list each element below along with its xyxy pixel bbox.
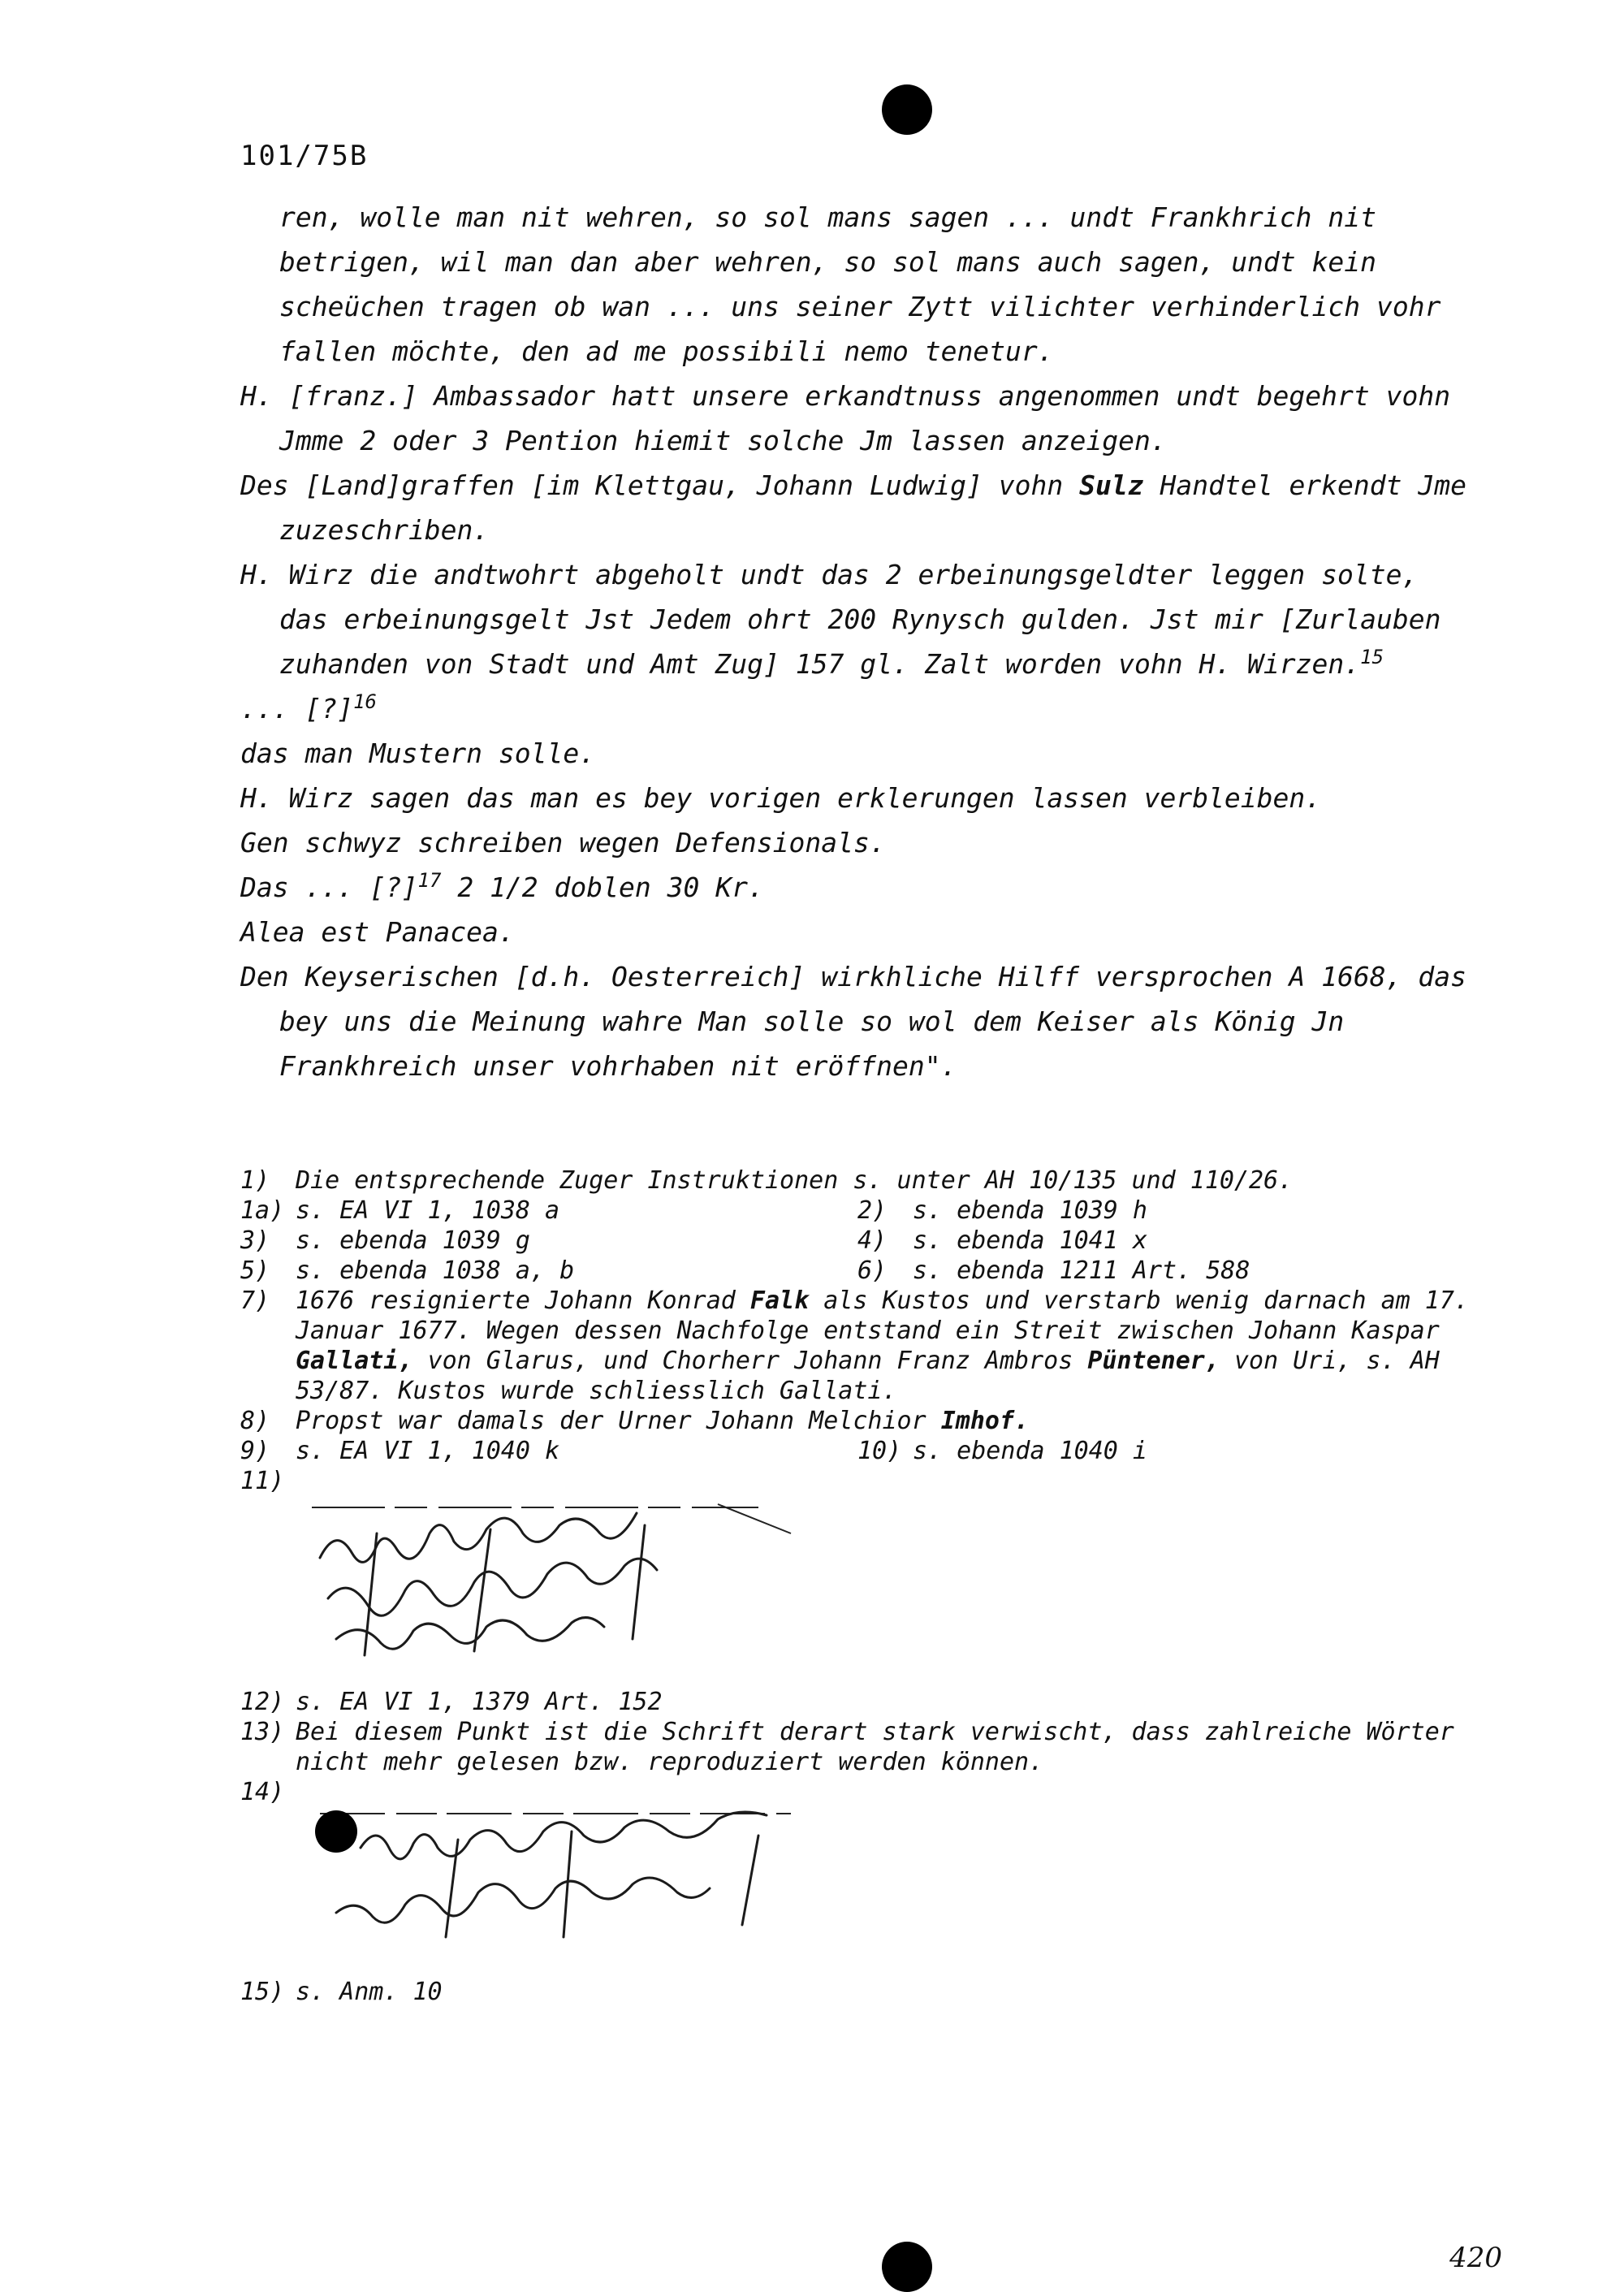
- archive-reference: 101/75B: [240, 140, 369, 172]
- punch-hole-bottom: [882, 2242, 932, 2292]
- footnote-pair: 3) s. ebenda 1039 g 4) s. ebenda 1041 x: [240, 1226, 1147, 1255]
- paragraph: Des [Land]graffen [im Klettgau, Johann Ludwig] vohn Sulz Handtel erkendt Jme zuzeschriben.: [240, 469, 1466, 546]
- footnote-14: 14): [240, 1778, 285, 1806]
- footnote-ref: 15: [1360, 646, 1384, 668]
- punch-hole-top: [882, 84, 932, 135]
- transcription-body: [240, 195, 1475, 1088]
- footnote-7: 7) 1676 resignierte Johann Konrad Falk als Kustos und verstarb wenig darnach am 17. Januar 1677. Wegen dessen Nachfolge entstand ein Streit zwischen Johann Kaspar Gallati, von Glarus, und Chorherr Johann Franz Ambros Püntener, von Uri, s. AH 53/87. Kustos wurde schliesslich Gallati.: [240, 1287, 1469, 1405]
- footnote-11: 11): [240, 1467, 285, 1495]
- footnote-ref: 16: [353, 690, 377, 713]
- paragraph: H. [franz.] Ambassador hatt unsere erkandtnuss angenommen undt begehrt vohn Jmme 2 oder 3 Pention hiemit solche Jm lassen anzeigen.: [240, 380, 1451, 456]
- footnote-13: 13) Bei diesem Punkt ist die Schrift derart stark verwischt, dass zahlreiche Wörter nicht mehr gelesen bzw. reproduziert werden können.: [240, 1718, 1454, 1776]
- footnote-pair: 5) s. ebenda 1038 a, b 6) s. ebenda 1211 Art. 588: [240, 1256, 1250, 1285]
- paragraph: H. Wirz sagen das man es bey vorigen erklerungen lassen verbleiben.: [240, 782, 1322, 814]
- page-number: 420: [1449, 2242, 1502, 2274]
- footnote-pair: 9) s. EA VI 1, 1040 k 10) s. ebenda 1040 i: [240, 1437, 1147, 1465]
- paragraph: Alea est Panacea.: [240, 916, 515, 948]
- paragraph: Das ... [?]$^{17}$ 2 1/2 doblen 30 Kr.: [240, 869, 764, 903]
- handwriting-sample-14: [304, 1807, 888, 1961]
- footnote-15: 15) s. Anm. 10: [240, 1978, 443, 2006]
- bold-name: Sulz: [1079, 469, 1144, 501]
- paragraph: Gen schwyz schreiben wegen Defensionals.: [240, 827, 886, 858]
- handwriting-sample-11: [304, 1501, 807, 1671]
- footnote-1: 1) Die entsprechende Zuger Instruktionen s. unter AH 10/135 und 110/26.: [240, 1166, 1294, 1195]
- footnote-ref: 17: [417, 869, 442, 892]
- footnote-8: 8) Propst war damals der Urner Johann Melchior Imhof.: [240, 1407, 1030, 1435]
- paragraph: das man Mustern solle.: [240, 737, 596, 769]
- footnote-pair: 1a) s. EA VI 1, 1038 a 2) s. ebenda 1039 h: [240, 1196, 1147, 1225]
- paragraph: H. Wirz die andtwohrt abgeholt undt das 2 erbeinungsgeldter leggen solte, das erbeinungsgelt Jst Jedem ohrt 200 Rynysch gulden. Jst mir [Zurlauben zuhanden von Stadt und Amt Zug] 157 gl. Zalt worden vohn H. Wirzen.$^{15}$: [240, 559, 1441, 680]
- paragraph: ... [?]$^{16}$: [240, 690, 377, 724]
- footnote-12: 12) s. EA VI 1, 1379 Art. 152: [240, 1688, 663, 1716]
- paragraph: ren, wolle man nit wehren, so sol mans sagen ... undt Frankhrich nit betrigen, wil man dan aber wehren, so sol mans auch sagen, undt kein scheüchen tragen ob wan ... uns seiner Zytt vilichter verhinderlich vohr fallen möchte, den ad me possibili nemo tenetur.: [279, 201, 1441, 367]
- paragraph: Den Keyserischen [d.h. Oesterreich] wirkhliche Hilff versprochen A 1668, das bey uns die Meinung wahre Man solle so wol dem Keiser als König Jn Frankhreich unser vohrhaben nit eröffnen".: [240, 961, 1466, 1082]
- footnotes: [240, 1165, 1475, 2007]
